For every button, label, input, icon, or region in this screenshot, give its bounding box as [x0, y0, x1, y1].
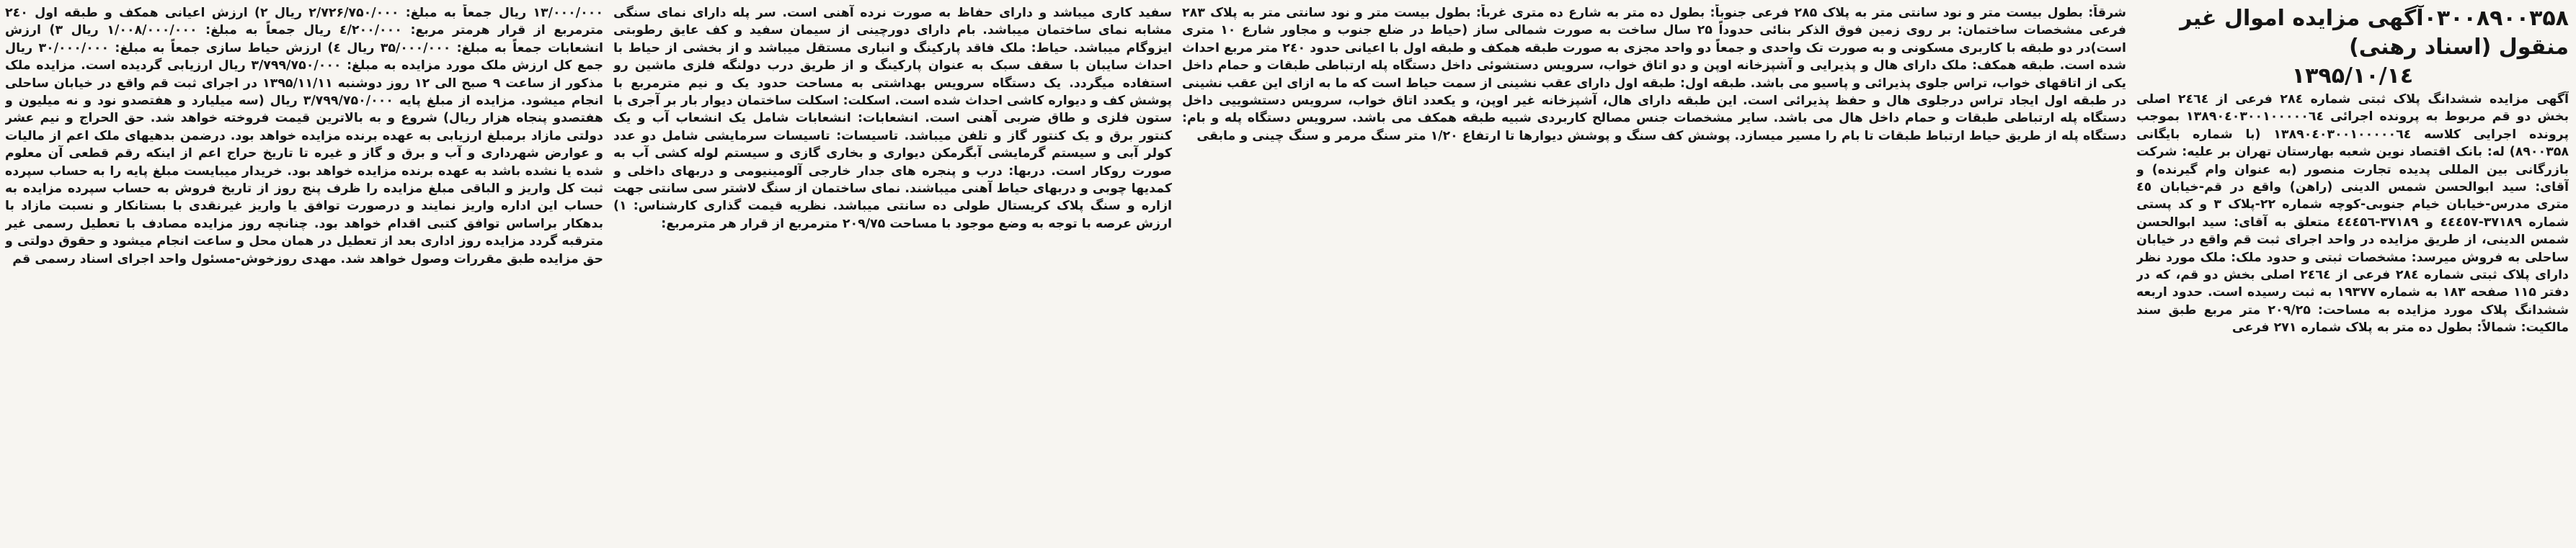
column-4-text: ۱۳/۰۰۰/۰۰۰ ریال جمعاً به مبلغ: ۲/۷۲۶/۷۵۰/۰۰۰ ریال ۲) ارزش اعیانی همکف و طبقه اول ۲٤۰ مترمربع از قرار هرمتر مربع: ٤/۲۰۰/۰۰۰ ریال جمعاً به مبلغ: ۱/۰۰۸/۰۰۰/۰۰۰ ریال ۳) ارزش انشعابات جمعاً به مبلغ: ۳۵/۰۰۰/۰۰۰ ریال ٤) ارزش حیاط سازی جمعاً به مبلغ: ۳۰/۰۰۰/۰۰۰ ریال جمع کل ارزش ملک مورد مزایده به مبلغ: ۳/۷۹۹/۷۵۰/۰۰۰ ریال ارزیابی گردیده است. مزایده ملک مذکور از ساعت ۹ صبح الی ۱۲ روز دوشنبه ۱۳۹۵/۱۱/۱۱ در اجرای ثبت قم واقع در خیابان ساحلی انجام میشود. مزایده از مبلغ پایه ۳/۷۹۹/۷۵۰/۰۰۰ ریال (سه میلیارد و هفتصدو نود و نه میلیون و هفتصدو پنجاه هزار ریال) شروع و به بالاترین قیمت فروخته خواهد شد. حق الحراج و نیم عشر دولتی مازاد برمبلغ ارزیابی به عهده برنده مزایده خواهد بود. درضمن بدهیهای ملک اعم از مالیات و عوارض شهرداری و آب و برق و گاز و غیره تا تاریخ حراج اعم از اینکه رقم قطعی آن معلوم شده یا نشده باشد به عهده برنده مزایده خواهد بود. خریدار میبایست مبلغ پایه را به حساب سپرده ثبت کل واریز و الباقی مبلغ مزایده را ظرف پنج روز از تاریخ فروش به حساب سپرده مزایده به حساب این اداره واریز نمایند و درصورت توافق یا واریز غیرنقدی با بستانکار و نسبت مازاد با بدهکار براساس توافق کتبی اقدام خواهد بود. چنانچه روز مزایده مصادف با تعطیل رسمی غیر مترقبه گردد مزایده روز اداری بعد از تعطیل در همان محل و ساعت انجام میشود و حقوق دولتی و حق مزایده طبق مقررات وصول خواهد شد. مهدی روزخوش-مسئول واحد اجرای اسناد رسمی قم	[5, 6, 603, 266]
column-3-text: سفید کاری میباشد و دارای حفاظ به صورت نرده آهنی است. سر پله دارای نمای سنگی مشابه نمای ساختمان میباشد. بام دارای دورچینی از سیمان سفید و کف عایق رطوبتی ایزوگام میباشد. حیاط: ملک فاقد پارکینگ و انباری مستقل میباشد و از بخشی از حیاط با احداث سایبان با سقف سبک به عنوان پارکینگ و از طریق درب دولنگه فلزی ماشین رو استفاده میگردد. یک دستگاه سرویس بهداشتی به مساحت حدود یک و نیم مترمربع با پوشش کف و دیواره کاشی احداث شده است. اسکلت: اسکلت ساختمان دیوار بار بر آجری با ستون فلزی و طاق ضربی آهنی است. انشعابات: انشعابات شامل یک انشعاب آب و یک کنتور برق و یک کنتور گاز و تلفن میباشد. تاسیسات: تاسیسات سرمایشی شامل دو عدد کولر آبی و سیستم گرمایشی آبگرمکن دیواری و بخاری گازی و سیستم لوله کشی آب به صورت روکار است. دربها: درب و پنجره های جدار خارجی آلومینیومی و دربهای داخلی و کمدیها چوبی و دربهای حیاط آهنی میباشند. نمای ساختمان از سنگ لاشتر سی سانتی جهت ازاره و سنگ پلاک کریستال طولی ده سانتی میباشد. نظریه قیمت گذاری کارشناس: ۱) ارزش عرصه با توجه به وضع موجود با مساحت ۲۰۹/۷۵ مترمربع از قرار هر مترمربع:	[613, 6, 1172, 231]
column-2	[1182, 4, 2126, 545]
column-1-text: آگهی مزایده ششدانگ پلاک ثبتی شماره ۲۸٤ فرعی از ۲٤٦٤ اصلی بخش دو قم مربوط به پرونده اجرائی ۱۳۸۹۰٤۰۳۰۰۱۰۰۰۰۰٦٤ بموجب پرونده اجرایی کلاسه ۱۳۸۹۰٤۰۳۰۰۱۰۰۰۰۰٦٤ (با شماره بایگانی ۸۹۰۰۳۵۸) له: بانک اقتصاد نوین شعبه بهارستان تهران بر علیه: شرکت بازرگانی بین المللی پدیده تجارت منصور (به عنوان وام گیرنده) و آقای: سید ابوالحسن شمس الدینی (راهن) واقع در قم-خیابان ٤٥ متری مدرس-خیابان خیام جنوبی-کوچه شماره ۲۲-پلاک ۳ و کد پستی شماره ۳۷۱۸۹-٤٤٤٥۷ و ۳۷۱۸۹-٤٤٤۵٦ متعلق به آقای: سید ابوالحسن شمس الدینی، از طریق مزایده در واحد اجرای ثبت قم واقع در خیابان ساحلی به فروش میرسد: مشخصات ثبتی و حدود ملک: ملک مورد نظر دارای پلاک ثبتی شماره ۲۸٤ فرعی از ۲٤٦٤ اصلی بخش دو قم، که در دفتر ۱۱۵ صفحه ۱۸۳ به شماره ۱۹۳۷۷ به ثبت رسیده است. حدود اربعه ششدانگ پلاک مورد مزایده به مساحت: ۲۰۹/۲۵ متر مربع طبق سند مالکیت: شمالاً: بطول ده متر به پلاک شماره ۲۷۱ فرعی	[2136, 92, 2569, 336]
notice-title: ۰۳۰۰۸۹۰۰۳۵۸آگهی مزایده اموال غیر منقول (اسناد رهنی)	[2180, 6, 2569, 60]
column-1	[2136, 4, 2569, 545]
column-3	[613, 4, 1172, 545]
column-4	[5, 4, 603, 545]
notice-date: ۱۳۹۵/۱۰/۱٤	[2291, 63, 2414, 89]
column-2-text: شرقاً: بطول بیست متر و نود سانتی متر به پلاک ۲۸۵ فرعی جنوباً: بطول ده متر به شارع ده متری غرباً: بطول بیست متر و نود سانتی متر به پلاک ۲۸۳ فرعی مشخصات ساختمان: بر روی زمین فوق الذکر بنائی حدوداً ۲۵ سال ساخت به صورت شمالی ساز (حیاط در ضلع جنوب و مجاور شارع ۱۰ متری است)در دو طبقه با کاربری مسکونی و به صورت تک واحدی و جمعاً دو واحد مجزی به صورت طبقه همکف و طبقه اول با اعیانی حدود ۲٤۰ متر مربع احداث شده است. طبقه همکف: ملک دارای هال و پذیرایی و آشپزخانه اوپن و دو اتاق خواب، سرویس دستشوئی داخل دستگاه پله ارتباطی طبقات و حمام داخل یکی از اتاقهای خواب، تراس جلوی پذیرائی و پاسیو می باشد. طبقه اول: طبقه اول دارای عقب نشینی از سمت حیاط است که ما به ازای این عقب نشینی در طبقه اول ایجاد تراس درجلوی هال و حفظ پذیرائی است. این طبقه دارای هال، آشپزخانه غیر اوپن، و یکعدد اتاق خواب، سرویس دستشوییی داخل دستگاه پله ارتباطی طبقات و حمام داخل هال می باشد. سایر مشخصات جنس مصالح کاربردی شبیه طبقه همکف می باشد. سرویس دستگاه پله و بام: دستگاه پله از طریق حیاط ارتباط طبقات تا بام را مسیر میسازد. پوشش کف سنگ و پوشش دیوارها تا ارتفاع ۱/۲۰ متر سنگ مرمر و سنگ چینی و مابقی	[1182, 6, 2126, 143]
